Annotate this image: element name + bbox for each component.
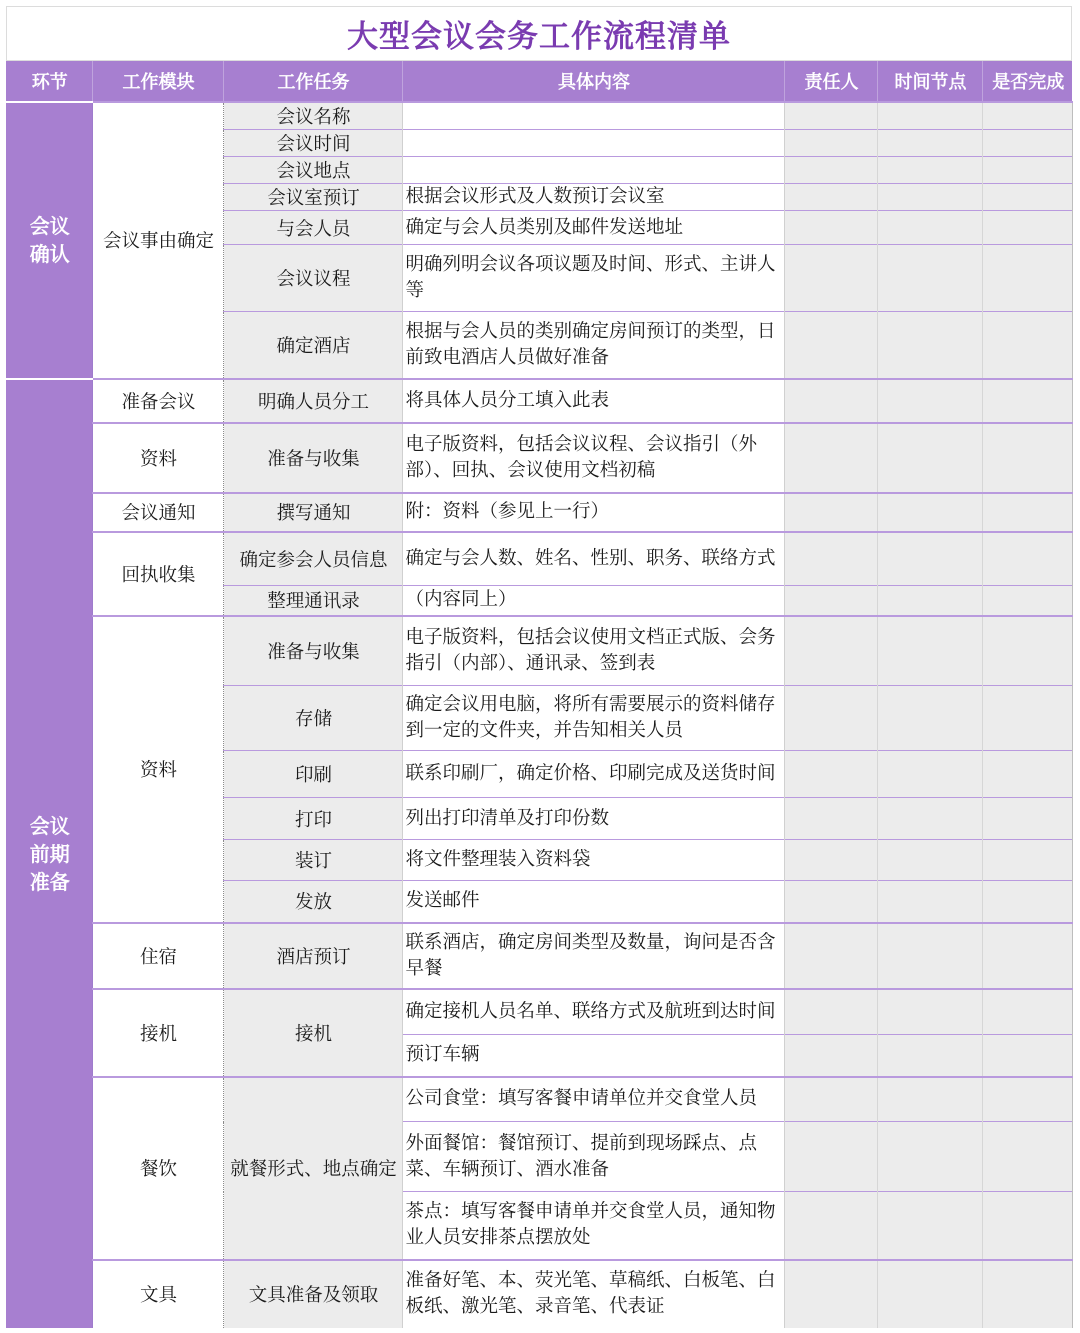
phase-cell: 会议 前期 准备	[6, 379, 92, 1328]
task-cell: 会议室预订	[223, 184, 402, 211]
content-cell[interactable]: 发送邮件	[402, 881, 784, 923]
deadline-cell[interactable]	[877, 245, 982, 312]
owner-cell[interactable]	[784, 130, 877, 157]
content-cell[interactable]: 明确列明会议各项议题及时间、形式、主讲人等	[402, 245, 784, 312]
phase-cell: 会议 确认	[6, 102, 92, 379]
deadline-cell[interactable]	[877, 184, 982, 211]
owner-cell[interactable]	[784, 493, 877, 532]
header-deadline: 时间节点	[877, 61, 982, 102]
content-cell[interactable]: 茶点：填写客餐申请单并交食堂人员，通知物业人员安排茶点摆放处	[402, 1192, 784, 1260]
workflow-table	[6, 61, 1073, 1328]
deadline-cell[interactable]	[877, 211, 982, 245]
module-cell: 住宿	[92, 923, 223, 989]
content-cell[interactable]: 确定会议用电脑，将所有需要展示的资料储存到一定的文件夹，并告知相关人员	[402, 686, 784, 751]
done-cell[interactable]	[982, 157, 1072, 184]
owner-cell[interactable]	[784, 1192, 877, 1260]
content-cell[interactable]: 根据与会人员的类别确定房间预订的类型，日前致电酒店人员做好准备	[402, 312, 784, 379]
module-cell: 资料	[92, 616, 223, 923]
deadline-cell[interactable]	[877, 616, 982, 686]
header-done: 是否完成	[982, 61, 1072, 102]
done-cell[interactable]	[982, 1122, 1072, 1192]
task-cell: 与会人员	[223, 211, 402, 245]
deadline-cell[interactable]	[877, 586, 982, 616]
header-task: 工作任务	[223, 61, 402, 102]
table-row	[6, 379, 1072, 423]
module-cell: 文具	[92, 1260, 223, 1328]
table-row	[6, 616, 1072, 686]
done-cell[interactable]	[982, 989, 1072, 1035]
table-row	[6, 102, 1072, 130]
task-cell: 整理通讯录	[223, 586, 402, 616]
deadline-cell[interactable]	[877, 493, 982, 532]
task-cell: 存储	[223, 686, 402, 751]
owner-cell[interactable]	[784, 1260, 877, 1328]
task-cell: 发放	[223, 881, 402, 923]
task-cell: 确定参会人员信息	[223, 532, 402, 586]
table-body	[6, 102, 1072, 1328]
content-cell[interactable]: 外面餐馆：餐馆预订、提前到现场踩点、点菜、车辆预订、酒水准备	[402, 1122, 784, 1192]
done-cell[interactable]	[982, 686, 1072, 751]
header-phase: 环节	[6, 61, 92, 102]
owner-cell[interactable]	[784, 798, 877, 840]
module-cell: 会议事由确定	[92, 102, 223, 379]
content-cell[interactable]: （内容同上）	[402, 586, 784, 616]
task-cell: 就餐形式、地点确定	[223, 1077, 402, 1260]
task-cell: 撰写通知	[223, 493, 402, 532]
done-cell[interactable]	[982, 423, 1072, 493]
content-cell[interactable]: 将具体人员分工填入此表	[402, 379, 784, 423]
done-cell[interactable]	[982, 1035, 1072, 1077]
done-cell[interactable]	[982, 312, 1072, 379]
content-cell[interactable]	[402, 157, 784, 184]
deadline-cell[interactable]	[877, 798, 982, 840]
owner-cell[interactable]	[784, 1122, 877, 1192]
done-cell[interactable]	[982, 211, 1072, 245]
content-cell[interactable]	[402, 130, 784, 157]
done-cell[interactable]	[982, 1077, 1072, 1122]
owner-cell[interactable]	[784, 923, 877, 989]
content-cell[interactable]: 联系酒店，确定房间类型及数量，询问是否含早餐	[402, 923, 784, 989]
done-cell[interactable]	[982, 493, 1072, 532]
deadline-cell[interactable]	[877, 840, 982, 881]
content-cell[interactable]: 联系印刷厂，确定价格、印刷完成及送货时间	[402, 751, 784, 798]
done-cell[interactable]	[982, 245, 1072, 312]
owner-cell[interactable]	[784, 840, 877, 881]
owner-cell[interactable]	[784, 245, 877, 312]
done-cell[interactable]	[982, 586, 1072, 616]
task-cell: 会议议程	[223, 245, 402, 312]
header-owner: 责任人	[784, 61, 877, 102]
done-cell[interactable]	[982, 616, 1072, 686]
deadline-cell[interactable]	[877, 379, 982, 423]
header-row	[6, 61, 1072, 102]
module-cell: 会议通知	[92, 493, 223, 532]
deadline-cell[interactable]	[877, 1192, 982, 1260]
table-row	[6, 923, 1072, 989]
task-cell: 准备与收集	[223, 423, 402, 493]
owner-cell[interactable]	[784, 423, 877, 493]
owner-cell[interactable]	[784, 616, 877, 686]
content-cell[interactable]: 根据会议形式及人数预订会议室	[402, 184, 784, 211]
owner-cell[interactable]	[784, 1077, 877, 1122]
sheet-title: 大型会议会务工作流程清单	[6, 6, 1072, 61]
task-cell: 文具准备及领取	[223, 1260, 402, 1328]
module-cell: 回执收集	[92, 532, 223, 616]
owner-cell[interactable]	[784, 102, 877, 130]
task-cell: 准备与收集	[223, 616, 402, 686]
task-cell: 会议名称	[223, 102, 402, 130]
deadline-cell[interactable]	[877, 157, 982, 184]
content-cell[interactable]: 公司食堂：填写客餐申请单位并交食堂人员	[402, 1077, 784, 1122]
table-row	[6, 493, 1072, 532]
content-cell[interactable]: 列出打印清单及打印份数	[402, 798, 784, 840]
header-module: 工作模块	[92, 61, 223, 102]
module-cell: 资料	[92, 423, 223, 493]
deadline-cell[interactable]	[877, 1077, 982, 1122]
deadline-cell[interactable]	[877, 989, 982, 1035]
deadline-cell[interactable]	[877, 923, 982, 989]
deadline-cell[interactable]	[877, 102, 982, 130]
table-row	[6, 989, 1072, 1035]
deadline-cell[interactable]	[877, 1122, 982, 1192]
content-cell[interactable]: 确定与会人数、姓名、性别、职务、联络方式	[402, 532, 784, 586]
deadline-cell[interactable]	[877, 532, 982, 586]
content-cell[interactable]: 将文件整理装入资料袋	[402, 840, 784, 881]
owner-cell[interactable]	[784, 989, 877, 1035]
content-cell[interactable]: 准备好笔、本、荧光笔、草稿纸、白板笔、白板纸、激光笔、录音笔、代表证	[402, 1260, 784, 1328]
task-cell: 接机	[223, 989, 402, 1077]
module-cell: 餐饮	[92, 1077, 223, 1260]
content-cell[interactable]: 电子版资料，包括会议使用文档正式版、会务指引（内部）、通讯录、签到表	[402, 616, 784, 686]
owner-cell[interactable]	[784, 157, 877, 184]
done-cell[interactable]	[982, 881, 1072, 923]
deadline-cell[interactable]	[877, 130, 982, 157]
done-cell[interactable]	[982, 840, 1072, 881]
content-cell[interactable]: 确定与会人员类别及邮件发送地址	[402, 211, 784, 245]
table-row	[6, 1260, 1072, 1328]
task-cell: 打印	[223, 798, 402, 840]
done-cell[interactable]	[982, 379, 1072, 423]
task-cell: 会议地点	[223, 157, 402, 184]
deadline-cell[interactable]	[877, 423, 982, 493]
table-row	[6, 1077, 1072, 1122]
task-cell: 装订	[223, 840, 402, 881]
done-cell[interactable]	[982, 798, 1072, 840]
owner-cell[interactable]	[784, 686, 877, 751]
task-cell: 确定酒店	[223, 312, 402, 379]
done-cell[interactable]	[982, 923, 1072, 989]
header-content: 具体内容	[402, 61, 784, 102]
done-cell[interactable]	[982, 102, 1072, 130]
deadline-cell[interactable]	[877, 312, 982, 379]
owner-cell[interactable]	[784, 751, 877, 798]
owner-cell[interactable]	[784, 211, 877, 245]
content-cell[interactable]: 预订车辆	[402, 1035, 784, 1077]
content-cell[interactable]: 电子版资料，包括会议议程、会议指引（外部）、回执、会议使用文档初稿	[402, 423, 784, 493]
module-cell: 接机	[92, 989, 223, 1077]
done-cell[interactable]	[982, 130, 1072, 157]
deadline-cell[interactable]	[877, 751, 982, 798]
task-cell: 印刷	[223, 751, 402, 798]
task-cell: 会议时间	[223, 130, 402, 157]
deadline-cell[interactable]	[877, 1260, 982, 1328]
content-cell[interactable]: 附：资料（参见上一行）	[402, 493, 784, 532]
owner-cell[interactable]	[784, 1035, 877, 1077]
deadline-cell[interactable]	[877, 686, 982, 751]
owner-cell[interactable]	[784, 184, 877, 211]
content-cell[interactable]	[402, 102, 784, 130]
done-cell[interactable]	[982, 184, 1072, 211]
table-row	[6, 423, 1072, 493]
task-cell: 明确人员分工	[223, 379, 402, 423]
module-cell: 准备会议	[92, 379, 223, 423]
deadline-cell[interactable]	[877, 881, 982, 923]
owner-cell[interactable]	[784, 586, 877, 616]
done-cell[interactable]	[982, 751, 1072, 798]
content-cell[interactable]: 确定接机人员名单、联络方式及航班到达时间	[402, 989, 784, 1035]
done-cell[interactable]	[982, 1260, 1072, 1328]
owner-cell[interactable]	[784, 312, 877, 379]
table-row	[6, 532, 1072, 586]
owner-cell[interactable]	[784, 379, 877, 423]
done-cell[interactable]	[982, 1192, 1072, 1260]
task-cell: 酒店预订	[223, 923, 402, 989]
owner-cell[interactable]	[784, 881, 877, 923]
done-cell[interactable]	[982, 532, 1072, 586]
owner-cell[interactable]	[784, 532, 877, 586]
deadline-cell[interactable]	[877, 1035, 982, 1077]
